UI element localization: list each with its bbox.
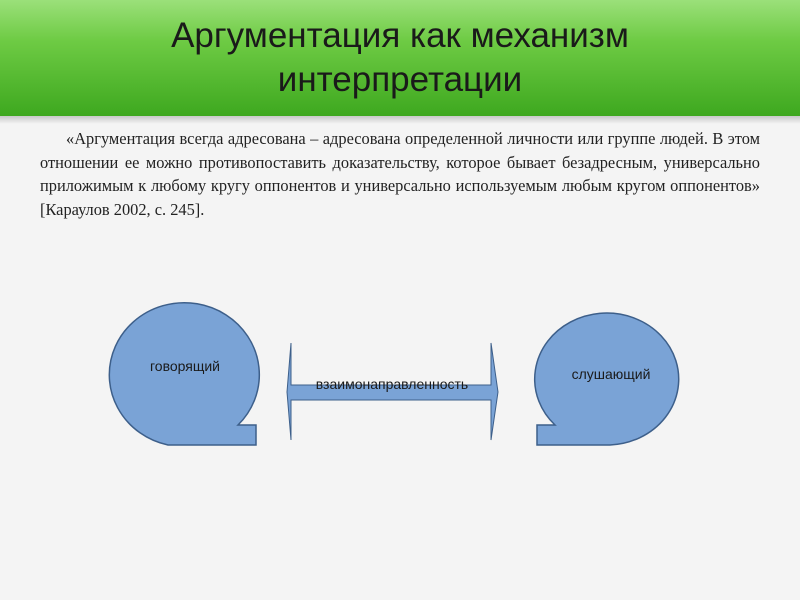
slide-title-line-1: Аргументация как механизм (171, 16, 629, 55)
quote-paragraph: «Аргументация всегда адресована – адресована определенной личности или группе людей. В этом отношении ее можно противопоставить доказательству, которое бывает безадресным, универсально приложимым к любому кругу оппонентов и универсально используемым любым кругом оппонентов» [Караулов 2002, с. 245]. (40, 129, 760, 219)
speaker-node-label: говорящий (149, 358, 221, 374)
listener-node-label: слушающий (571, 366, 651, 382)
slide-title-line-2: интерпретации (277, 60, 523, 99)
connector-label: взаимонаправленность (315, 376, 469, 392)
